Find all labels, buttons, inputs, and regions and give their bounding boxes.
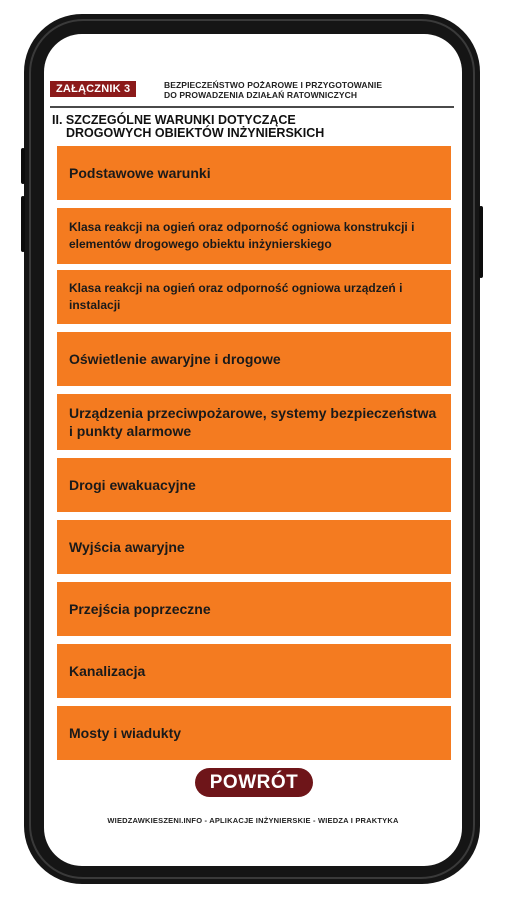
menu-item-label: Podstawowe warunki: [69, 165, 211, 181]
header-title-line-1: BEZPIECZEŃSTWO POŻAROWE I PRZYGOTOWANIE: [164, 80, 383, 90]
menu-item-kanalizacja[interactable]: [57, 644, 451, 698]
section-title: [52, 114, 452, 140]
attachment-badge: ZAŁĄCZNIK 3: [50, 81, 136, 97]
menu-item-label: Oświetlenie awaryjne i drogowe: [69, 351, 281, 367]
section-title-line-2: DROGOWYCH OBIEKTÓW INŻYNIERSKICH: [66, 126, 325, 140]
back-button[interactable]: POWRÓT: [195, 768, 313, 797]
volume-up-button: [21, 148, 25, 184]
document-header: [50, 78, 454, 108]
menu-item-label: Wyjścia awaryjne: [69, 539, 185, 555]
menu-item-wyjscia-awaryjne[interactable]: [57, 520, 451, 574]
section-title-line-1: II. SZCZEGÓLNE WARUNKI DOTYCZĄCE: [52, 113, 296, 127]
header-title: [164, 80, 454, 100]
footer-text: WIEDZAWKIESZENI.INFO - APLIKACJE INŻYNIERSKIE - WIEDZA I PRAKTYKA: [107, 816, 399, 825]
menu-item-label: Klasa reakcji na ogień oraz odporność ogniowa konstrukcji i elementów drogowego obiektu inżynierskiego: [69, 220, 415, 251]
menu-item-label: Kanalizacja: [69, 663, 146, 679]
menu-item-label: Przejścia poprzeczne: [69, 601, 211, 617]
volume-down-button: [21, 196, 25, 252]
menu-item-label: Mosty i wiadukty: [69, 725, 182, 741]
menu-item-klasa-reakcji-urzadzen[interactable]: [57, 270, 451, 324]
power-button: [479, 206, 483, 278]
menu-item-oswietlenie[interactable]: [57, 332, 451, 386]
menu-item-urzadzenia-przeciwpozarowe[interactable]: [57, 394, 451, 450]
menu-item-label: Klasa reakcji na ogień oraz odporność ogniowa urządzeń i instalacji: [69, 281, 403, 312]
menu-item-label: Drogi ewakuacyjne: [69, 477, 196, 493]
menu-item-label: Urządzenia przeciwpożarowe, systemy bezpieczeństwa i punkty alarmowe: [69, 405, 437, 439]
menu-item-podstawowe-warunki[interactable]: [57, 146, 451, 200]
menu-item-drogi-ewakuacyjne[interactable]: [57, 458, 451, 512]
app-screen: [44, 34, 462, 866]
header-title-line-2: DO PROWADZENIA DZIAŁAŃ RATOWNICZYCH: [164, 90, 358, 100]
menu-item-mosty-i-wiadukty[interactable]: [57, 706, 451, 760]
menu-item-przejscia-poprzeczne[interactable]: [57, 582, 451, 636]
menu-item-klasa-reakcji-konstrukcji[interactable]: [57, 208, 451, 264]
